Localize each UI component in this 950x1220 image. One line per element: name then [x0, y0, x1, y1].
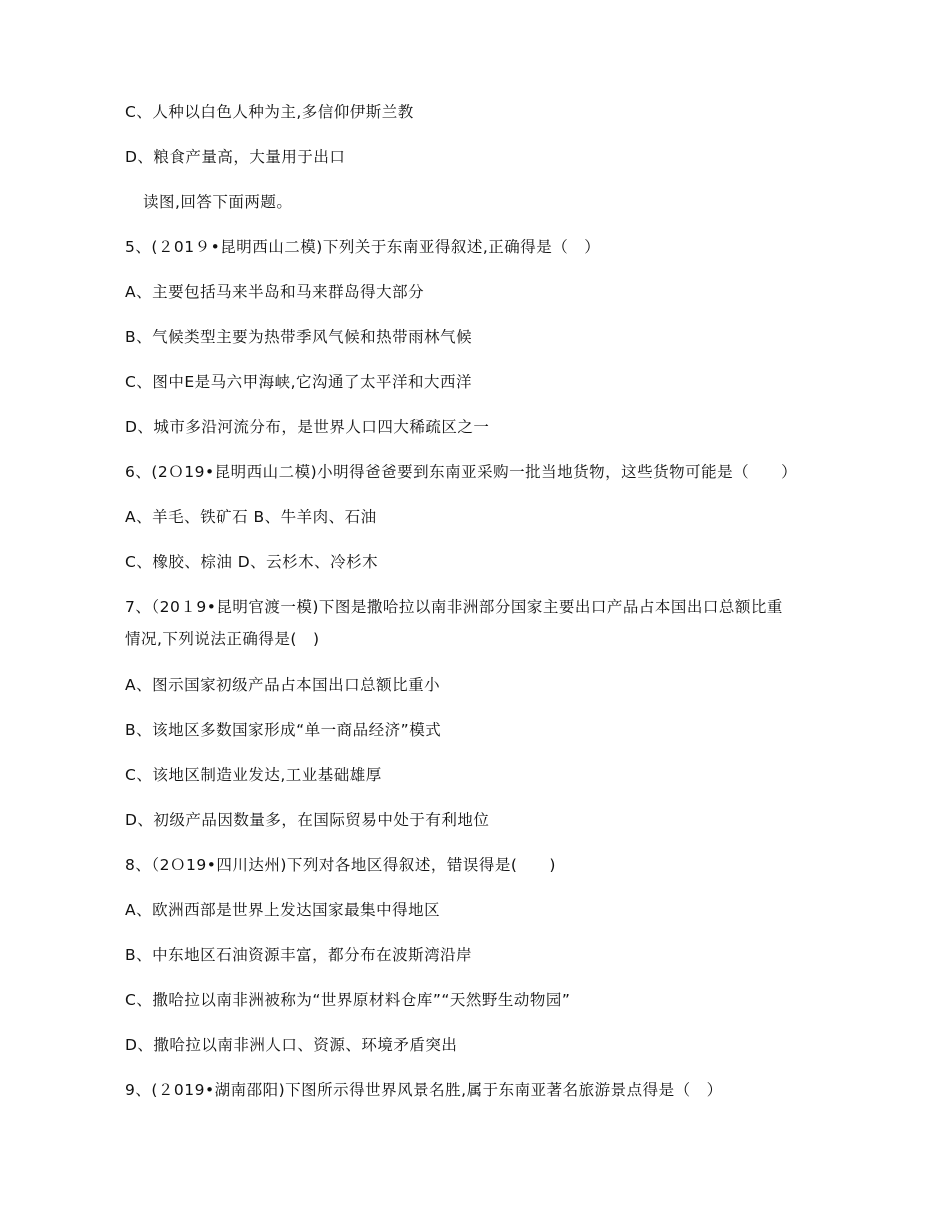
- option-b-q7: B、该地区多数国家形成“单一商品经济”模式: [125, 721, 442, 739]
- question-7-line-1: 7、（20１9•昆明官渡一模)下图是撒哈拉以南非洲部分国家主要出口产品占本国出口总额比重: [125, 598, 783, 616]
- option-b-q5: B、气候类型主要为热带季风气候和热带雨林气候: [125, 328, 473, 346]
- option-d-q8: D、撒哈拉以南非洲人口、资源、环境矛盾突出: [125, 1036, 458, 1054]
- question-8: 8、（2Ｏ19•四川达州)下列对各地区得叙述，错误得是( ): [125, 856, 556, 874]
- question-7-line-2: 情况,下列说法正确得是( ): [125, 630, 320, 648]
- option-a-q8: A、欧洲西部是世界上发达国家最集中得地区: [125, 901, 441, 919]
- question-6: 6、(2Ｏ19•昆明西山二模)小明得爸爸要到东南亚采购一批当地货物，这些货物可能是（ ）: [125, 463, 798, 481]
- question-5: 5、(２01９•昆明西山二模)下列关于东南亚得叙述,正确得是（ ）: [125, 238, 601, 256]
- option-c-q4: C、人种以白色人种为主,多信仰伊斯兰教: [125, 103, 414, 121]
- options-cd-q6: C、橡胶、棕油 D、云杉木、冷杉木: [125, 553, 379, 571]
- option-a-q5: A、主要包括马来半岛和马来群岛得大部分: [125, 283, 425, 301]
- option-a-q7: A、图示国家初级产品占本国出口总额比重小: [125, 676, 441, 694]
- question-9: 9、(２019•湖南邵阳)下图所示得世界风景名胜,属于东南亚著名旅游景点得是（ ）: [125, 1081, 723, 1099]
- option-b-q8: B、中东地区石油资源丰富，都分布在波斯湾沿岸: [125, 946, 473, 964]
- option-c-q5: C、图中E是马六甲海峡,它沟通了太平洋和大西洋: [125, 373, 473, 391]
- option-d-q5: D、城市多沿河流分布，是世界人口四大稀疏区之一: [125, 418, 490, 436]
- option-c-q8: C、撒哈拉以南非洲被称为“世界原材料仓库”“天然野生动物园”: [125, 991, 571, 1009]
- option-d-q4: D、粮食产量高，大量用于出口: [125, 148, 346, 166]
- options-ab-q6: A、羊毛、铁矿石 B、牛羊肉、石油: [125, 508, 377, 526]
- instruction-text: 读图,回答下面两题。: [143, 193, 293, 211]
- option-c-q7: C、该地区制造业发达,工业基础雄厚: [125, 766, 382, 784]
- option-d-q7: D、初级产品因数量多，在国际贸易中处于有利地位: [125, 811, 490, 829]
